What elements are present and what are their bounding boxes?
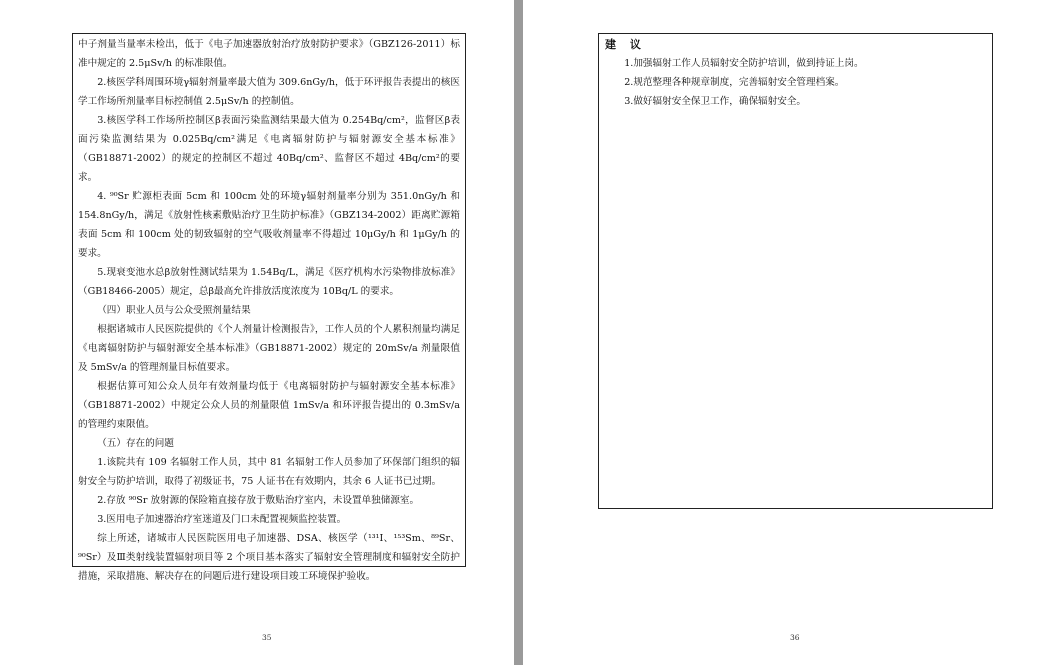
recommendation-item: 1.加强辐射工作人员辐射安全防护培训，做到持证上岗。 xyxy=(624,58,864,69)
paragraph: 5.现衰变池水总β放射性测试结果为 1.54Bq/L，满足《医疗机构水污染物排放标准》（GB18466-2005）规定，总β最高允许排放活度浓度为 10Bq/L 的要求。 xyxy=(78,267,460,297)
paragraph: 2.核医学科周围环境γ辐射剂量率最大值为 309.6nGy/h，低于环评报告表提出的核医学工作场所剂量率目标控制值 2.5μSv/h 的控制值。 xyxy=(78,77,460,107)
paragraph: 综上所述，诸城市人民医院医用电子加速器、DSA、核医学（¹³¹I、¹⁵³Sm、⁸⁹Sr、⁹⁰Sr）及Ⅲ类射线装置辐射项目等 2 个项目基本落实了辐射安全管理制度和辐射安全防护措施，采取措施、解决存在的问题后进行建设项目竣工环境保护验收。 xyxy=(78,533,460,582)
paragraph: 中子剂量当量率未检出，低于《电子加速器放射治疗放射防护要求》（GBZ126-2011）标准中规定的 2.5μSv/h 的标准限值。 xyxy=(78,39,460,69)
paragraph: 4. ⁹⁰Sr 贮源柜表面 5cm 和 100cm 处的环境γ辐射剂量率分别为 351.0nGy/h 和 154.8nGy/h，满足《放射性核素敷贴治疗卫生防护标准》（GBZ134-2002）距离贮源箱表面 5cm 和 100cm 处的韧致辐射的空气吸收剂量率不得超过 10μGy/h 和 1μGy/h 的要求。 xyxy=(78,191,460,259)
paragraph: 1.该院共有 109 名辐射工作人员，其中 81 名辐射工作人员参加了环保部门组织的辐射安全与防护培训，取得了初级证书，75 人证书在有效期内，其余 6 人证书已过期。 xyxy=(78,457,460,487)
page-number: 36 xyxy=(790,633,800,642)
paragraph: 3.核医学科工作场所控制区β表面污染监测结果最大值为 0.254Bq/cm²，监督区β表面污染监测结果为 0.025Bq/cm²满足《电离辐射防护与辐射源安全基本标准》（GB18871-2002）的规定的控制区不超过 40Bq/cm²、监督区不超过 4Bq/cm²的要求。 xyxy=(78,115,460,183)
recommendations-box xyxy=(598,33,993,509)
paragraph: 2.存放 ⁹⁰Sr 放射源的保险箱直接存放于敷贴治疗室内，未设置单独储源室。 xyxy=(97,495,420,506)
paragraph: 3.医用电子加速器治疗室迷道及门口未配置视频监控装置。 xyxy=(97,514,347,525)
page-number: 35 xyxy=(262,633,272,642)
section-heading: （四）职业人员与公众受照剂量结果 xyxy=(97,305,251,316)
page-divider xyxy=(514,0,523,665)
left-content-box xyxy=(72,33,466,582)
document-page-left xyxy=(0,0,514,665)
recommendation-item: 2.规范整理各种规章制度，完善辐射安全管理档案。 xyxy=(624,77,845,88)
section-heading: （五）存在的问题 xyxy=(97,438,174,449)
paragraph: 根据诸城市人民医院提供的《个人剂量计检测报告》，工作人员的个人累积剂量均满足《电离辐射防护与辐射源安全基本标准》（GB18871-2002）规定的 20mSv/a 剂量限值及 5mSv/a 的管理剂量目标值要求。 xyxy=(78,324,460,373)
recommendation-item: 3.做好辐射安全保卫工作，确保辐射安全。 xyxy=(624,96,807,107)
document-page-right xyxy=(523,0,1040,665)
recommendations-heading: 建 议 xyxy=(605,38,646,51)
paragraph: 根据估算可知公众人员年有效剂量均低于《电离辐射防护与辐射源安全基本标准》（GB18871-2002）中规定公众人员的剂量限值 1mSv/a 和环评报告提出的 0.3mSv/a 的管理约束限值。 xyxy=(78,381,460,430)
